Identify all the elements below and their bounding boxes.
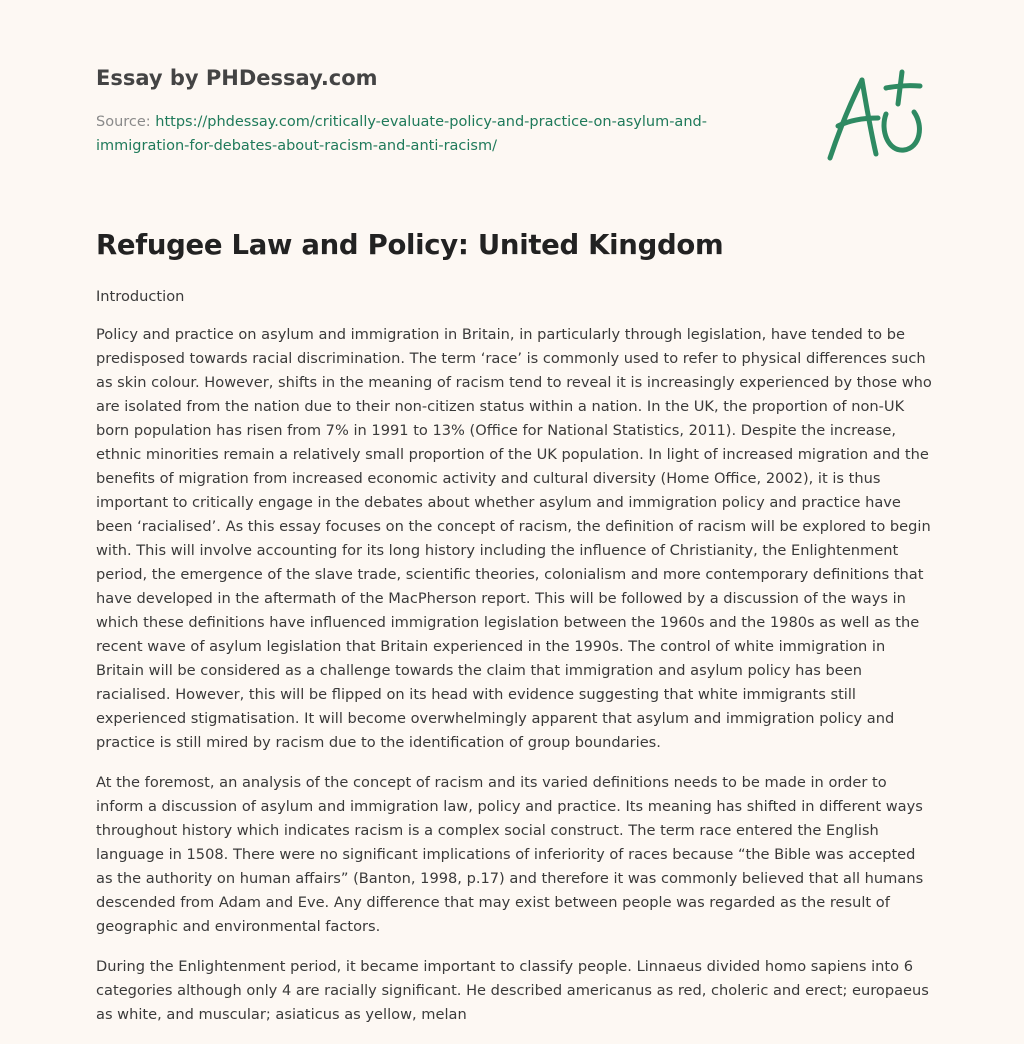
a-plus-logo-icon <box>824 68 928 164</box>
essay-body <box>96 285 936 1043</box>
site-brand: Essay by PHDessay.com <box>96 66 378 90</box>
intro-heading: Introduction <box>96 288 185 305</box>
source-link[interactable]: https://phdessay.com/critically-evaluate-policy-and-practice-on-asylum-and-immigration-for-debates-about-racism-and-anti-racism/ <box>96 114 707 154</box>
body-paragraph: During the Enlightenment period, it became important to classify people. Linnaeus divided homo sapiens into 6 categories although only 4 are racially significant. He described americanus as red, choleric and erect; europaeus as white, and muscular; asiaticus as yellow, melan <box>96 958 929 1023</box>
body-paragraph: Policy and practice on asylum and immigration in Britain, in particularly through legislation, have tended to be predisposed towards racial discrimination. The term ‘race’ is commonly used to refer to physical differences such as skin colour. However, shifts in the meaning of racism tend to reveal it is increasingly experienced by those who are isolated from the nation due to their non-citizen status within a nation. In the UK, the proportion of non-UK born population has risen from 7% in 1991 to 13% (Office for National Statistics, 2011). Despite the increase, ethnic minorities remain a relatively small proportion of the UK population. In light of increased migration and the benefits of migration from increased economic activity and cultural diversity (Home Office, 2002), it is thus important to critically engage in the debates about whether asylum and immigration policy and practice have been ‘racialised’. As this essay focuses on the concept of racism, the definition of racism will be explored to begin with. This will involve accounting for its long history including the influence of Christianity, the Enlightenment period, the emergence of the slave trade, scientific theories, colonialism and more contemporary definitions that have developed in the aftermath of the MacPherson report. This will be followed by a discussion of the ways in which these definitions have influenced immigration legislation between the 1960s and the 1980s as well as the recent wave of asylum legislation that Britain experienced in the 1990s. The control of white immigration in Britain will be considered as a challenge towards the claim that immigration and asylum policy has been racialised. However, this will be flipped on its head with evidence suggesting that white immigrants still experienced stigmatisation. It will become overwhelmingly apparent that asylum and immigration policy and practice is still mired by racism due to the identification of group boundaries. <box>96 326 932 751</box>
essay-header <box>96 62 756 158</box>
source-label: Source: <box>96 114 156 130</box>
essay-title: Refugee Law and Policy: United Kingdom <box>96 229 724 261</box>
body-paragraph: At the foremost, an analysis of the concept of racism and its varied definitions needs to be made in order to inform a discussion of asylum and immigration law, policy and practice. Its meaning has shifted in different ways throughout history which indicates racism is a complex social construct. The term race entered the English language in 1508. There were no significant implications of inferiority of races because “the Bible was accepted as the authority on human affairs” (Banton, 1998, p.17) and therefore it was commonly believed that all humans descended from Adam and Eve. Any difference that may exist between people was regarded as the result of geographic and environmental factors. <box>96 774 924 935</box>
source-line <box>96 110 756 158</box>
